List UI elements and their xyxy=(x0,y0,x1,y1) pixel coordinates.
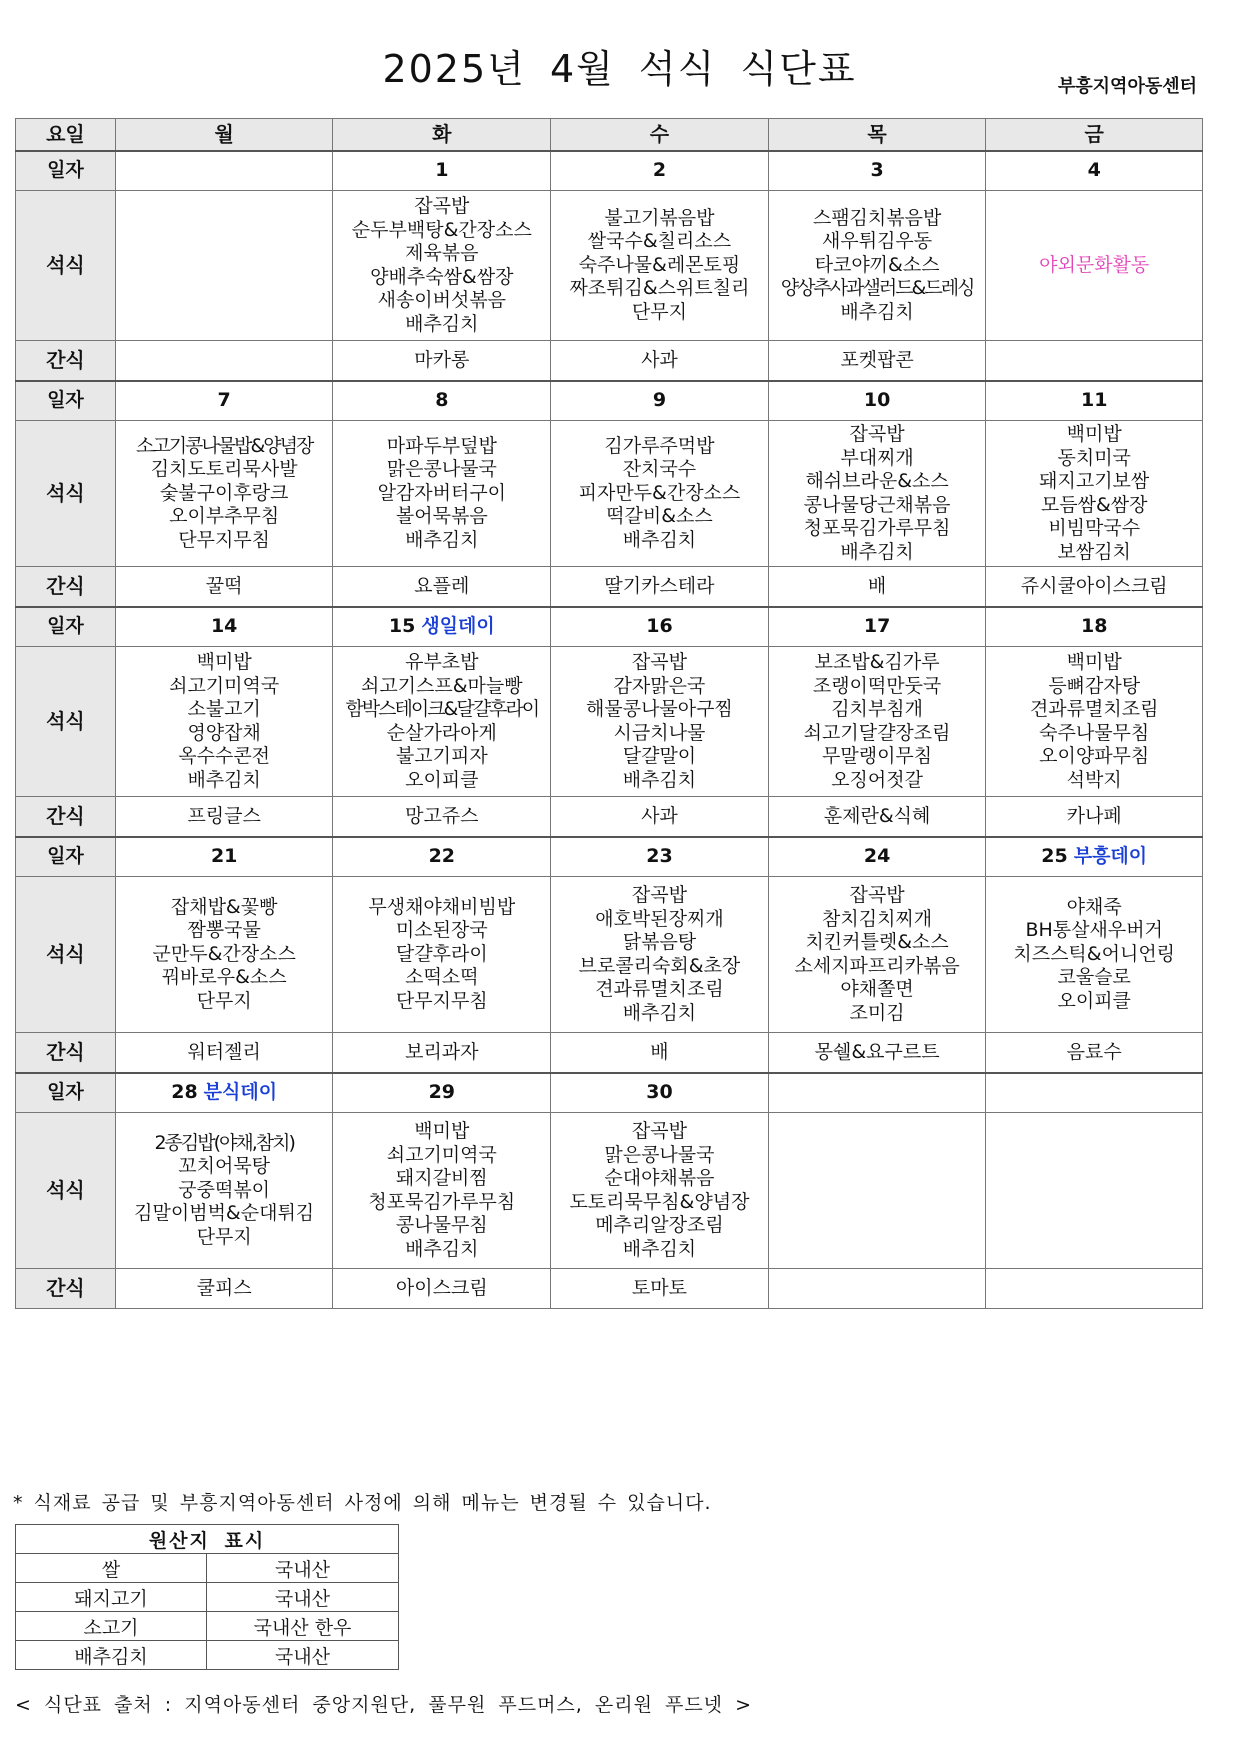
menu-item: 치킨커틀렛&소스 xyxy=(805,931,949,953)
meal-row xyxy=(16,877,1203,1033)
menu-item: 소떡소떡 xyxy=(405,966,479,989)
menu-item: 단무지 xyxy=(196,1225,252,1248)
menu-item: 해쉬브라운&소스 xyxy=(805,470,949,492)
menu-item: 보조밥&김가루 xyxy=(814,651,940,673)
menu-item: 배추김치 xyxy=(840,540,914,563)
date-label: 일자 xyxy=(16,607,116,647)
menu-item: 백미밥 xyxy=(196,651,252,673)
date-cell xyxy=(333,1073,551,1113)
snack-cell: 사과 xyxy=(551,797,769,837)
meal-cell xyxy=(986,877,1203,1033)
menu-item: 애호박된장찌개 xyxy=(595,907,724,930)
meal-cell xyxy=(986,647,1203,797)
origin-country: 국내산 xyxy=(207,1583,399,1612)
menu-item: 피자만두&간장소스 xyxy=(578,481,741,504)
menu-item: 무생채야채비빔밥 xyxy=(368,895,516,918)
meal-cell xyxy=(333,191,551,341)
snack-cell: 훈제란&식혜 xyxy=(768,797,986,837)
meal-label: 석식 xyxy=(16,647,116,797)
menu-item: 김가루주먹밥 xyxy=(604,434,715,457)
snack-cell: 음료수 xyxy=(986,1033,1203,1073)
menu-item: 조랭이떡만둣국 xyxy=(812,674,942,697)
menu-item: 숙주나물무침 xyxy=(1039,721,1150,744)
date-number: 28 xyxy=(171,1081,198,1103)
center-name: 부흥지역아동센터 xyxy=(1057,76,1197,97)
meal-cell xyxy=(115,191,333,341)
menu-item: 맑은콩나물국 xyxy=(604,1143,715,1166)
menu-item: 오징어젓갈 xyxy=(831,768,923,791)
meal-row xyxy=(16,191,1203,341)
snack-cell xyxy=(768,1269,986,1309)
menu-item: 배추김치 xyxy=(622,528,697,551)
menu-item: 코울슬로 xyxy=(1057,966,1131,989)
event-badge: 분식데이 xyxy=(203,1081,278,1103)
date-cell xyxy=(986,1073,1203,1113)
date-number: 7 xyxy=(217,389,231,411)
meal-cell xyxy=(551,421,769,567)
menu-item: 잡곡밥 xyxy=(631,884,687,906)
meal-cell xyxy=(551,1113,769,1269)
meal-label: 석식 xyxy=(16,1113,116,1269)
menu-item: 떡갈비&소스 xyxy=(606,505,713,528)
menu-item: 잡곡밥 xyxy=(414,195,470,217)
menu-item: 영양잡채 xyxy=(187,721,261,744)
snack-cell: 보리과자 xyxy=(333,1033,551,1073)
meal-cell xyxy=(333,877,551,1033)
menu-item: 쌀국수&칠리소스 xyxy=(587,230,732,253)
snack-cell: 꿀떡 xyxy=(115,567,333,607)
menu-item: 닭볶음탕 xyxy=(622,931,697,953)
menu-item: 오이피클 xyxy=(405,768,479,791)
date-cell xyxy=(115,837,333,877)
origin-row xyxy=(16,1641,399,1670)
date-number: 25 xyxy=(1041,845,1068,867)
date-number: 8 xyxy=(435,389,449,411)
meal-cell xyxy=(768,647,986,797)
snack-cell xyxy=(115,341,333,381)
snack-row xyxy=(16,1269,1203,1309)
menu-item: 새송이버섯볶음 xyxy=(377,289,507,311)
snack-cell: 프링글스 xyxy=(115,797,333,837)
menu-item: 궁중떡볶이 xyxy=(178,1178,271,1201)
date-cell xyxy=(768,151,986,191)
weekday-fri: 금 xyxy=(986,119,1203,151)
meal-cell xyxy=(768,877,986,1033)
date-cell xyxy=(986,381,1203,421)
origin-title: 원산지 표시 xyxy=(16,1525,399,1554)
snack-row xyxy=(16,341,1203,381)
menu-item: 돼지갈비찜 xyxy=(395,1167,488,1189)
snack-cell: 배 xyxy=(551,1033,769,1073)
menu-item: 소고기콩나물밥&양념장 xyxy=(135,434,313,457)
menu-item: 단무지무침 xyxy=(395,989,488,1012)
menu-item: 단무지무침 xyxy=(178,528,271,551)
date-number: 11 xyxy=(1080,389,1108,411)
source-text: < 식단표 출처 : 지역아동센터 중앙지원단, 풀무원 푸드머스, 온리원 푸드넷 > xyxy=(15,1694,752,1716)
meal-row xyxy=(16,647,1203,797)
menu-item: 비빔막국수 xyxy=(1048,517,1141,539)
snack-cell xyxy=(986,341,1203,381)
menu-item: 오이부추무침 xyxy=(169,505,280,528)
menu-item: 돼지고기보쌈 xyxy=(1039,470,1150,492)
menu-item: 맑은콩나물국 xyxy=(386,458,497,481)
menu-item: 양배추숙쌈&쌈장 xyxy=(370,265,514,288)
snack-cell: 딸기카스테라 xyxy=(551,567,769,607)
snack-cell: 쿨피스 xyxy=(115,1269,333,1309)
menu-item: 짬뽕국물 xyxy=(187,919,261,942)
snack-label: 간식 xyxy=(16,1269,116,1309)
date-label: 일자 xyxy=(16,837,116,877)
menu-item: 잡곡밥 xyxy=(849,423,905,445)
date-cell xyxy=(986,151,1203,191)
menu-item: 짜조튀김&스위트칠리 xyxy=(569,277,750,300)
snack-cell: 워터젤리 xyxy=(115,1033,333,1073)
menu-item: 감자맑은국 xyxy=(613,674,706,697)
snack-cell: 배 xyxy=(768,567,986,607)
date-number: 9 xyxy=(652,389,667,411)
origin-item: 소고기 xyxy=(16,1612,207,1641)
weekday-wed: 수 xyxy=(551,119,769,151)
event-badge: 부흥데이 xyxy=(1073,845,1148,867)
menu-item: 볼어묵볶음 xyxy=(395,505,488,528)
menu-item: 배추김치 xyxy=(187,768,261,791)
date-cell xyxy=(551,837,769,877)
menu-item: 배추김치 xyxy=(405,312,479,335)
origin-row xyxy=(16,1612,399,1641)
date-cell xyxy=(986,607,1203,647)
origin-item: 돼지고기 xyxy=(16,1583,207,1612)
snack-cell: 아이스크림 xyxy=(333,1269,551,1309)
menu-item: 순두부백탕&간장소스 xyxy=(351,218,532,241)
day-label: 요일 xyxy=(16,119,116,151)
menu-item: 해물콩나물아구찜 xyxy=(586,698,733,720)
menu-item: 견과류멸치조림 xyxy=(595,978,724,1000)
meal-cell xyxy=(115,877,333,1033)
date-number: 18 xyxy=(1080,615,1108,637)
date-row xyxy=(16,381,1203,421)
date-number: 3 xyxy=(870,159,884,181)
date-label: 일자 xyxy=(16,1073,116,1113)
meal-row xyxy=(16,1113,1203,1269)
menu-item: 콩나물당근채볶음 xyxy=(803,493,951,516)
menu-item: 김말이범벅&순대튀김 xyxy=(134,1202,315,1225)
snack-label: 간식 xyxy=(16,341,116,381)
menu-item: 배추김치 xyxy=(840,300,914,323)
date-number: 22 xyxy=(428,845,456,867)
origin-row xyxy=(16,1554,399,1583)
meal-cell xyxy=(333,647,551,797)
snack-cell: 몽쉘&요구르트 xyxy=(768,1033,986,1073)
menu-item: 순살가라아게 xyxy=(386,721,497,744)
menu-item: 청포묵김가루무침 xyxy=(803,517,951,539)
menu-item: 스팸김치볶음밥 xyxy=(812,206,942,229)
menu-item: 꼬치어묵탕 xyxy=(178,1155,271,1178)
menu-item: 동치미국 xyxy=(1057,446,1131,469)
date-number: 21 xyxy=(210,845,238,867)
menu-item: 무말랭이무침 xyxy=(822,745,933,767)
snack-cell: 마카롱 xyxy=(333,341,551,381)
date-number: 29 xyxy=(428,1081,456,1103)
snack-cell: 요플레 xyxy=(333,567,551,607)
menu-item: 백미밥 xyxy=(414,1120,470,1142)
menu-item: 알감자버터구이 xyxy=(377,481,507,504)
snack-cell: 사과 xyxy=(551,341,769,381)
menu-item: 소불고기 xyxy=(187,698,261,720)
meal-label: 석식 xyxy=(16,421,116,567)
date-number: 17 xyxy=(863,615,891,637)
menu-item: 야채쫄면 xyxy=(840,978,914,1000)
meal-cell xyxy=(115,1113,333,1269)
meal-cell xyxy=(115,647,333,797)
meal-cell xyxy=(333,421,551,567)
date-number: 23 xyxy=(646,845,673,867)
menu-item: 소세지파프리카볶음 xyxy=(794,954,960,977)
menu-item: 함박스테이크&달걀후라이 xyxy=(345,698,539,720)
snack-label: 간식 xyxy=(16,567,116,607)
date-cell xyxy=(333,381,551,421)
date-cell xyxy=(551,1073,769,1113)
menu-item: 참치김치찌개 xyxy=(822,907,933,930)
date-number: 30 xyxy=(646,1081,673,1103)
menu-item: 마파두부덮밥 xyxy=(386,434,497,457)
date-cell xyxy=(551,151,769,191)
snack-cell: 토마토 xyxy=(551,1269,769,1309)
date-number: 16 xyxy=(646,615,673,637)
menu-item: 야외문화활동 xyxy=(1039,253,1150,276)
menu-item: 단무지 xyxy=(631,300,687,323)
date-cell xyxy=(115,1073,333,1113)
snack-cell: 카나페 xyxy=(986,797,1203,837)
menu-item: 메추리알장조림 xyxy=(595,1214,724,1236)
date-cell xyxy=(115,151,333,191)
menu-item: 조미김 xyxy=(849,1001,905,1024)
menu-item: 등뼈감자탕 xyxy=(1048,674,1141,697)
menu-item: 양상추사과샐러드&드레싱 xyxy=(780,277,974,300)
menu-item: 오이피클 xyxy=(1057,989,1131,1012)
menu-item: 쇠고기미역국 xyxy=(386,1143,497,1166)
menu-item: 배추김치 xyxy=(405,1237,479,1260)
snack-row xyxy=(16,1033,1203,1073)
meal-cell xyxy=(768,191,986,341)
menu-item: 오이양파무침 xyxy=(1039,745,1150,767)
date-row xyxy=(16,607,1203,647)
menu-item: 달걀말이 xyxy=(622,745,697,767)
menu-item: 석박지 xyxy=(1066,768,1122,791)
menu-item: 불고기볶음밥 xyxy=(604,206,715,229)
menu-item: 숯불구이후랑크 xyxy=(159,481,289,504)
menu-item: 군만두&간장소스 xyxy=(152,942,296,965)
date-cell xyxy=(768,607,986,647)
menu-item: 2종김밥(야채,참치) xyxy=(154,1131,294,1154)
menu-item: 김치부침개 xyxy=(831,698,923,720)
menu-item: 순대야채볶음 xyxy=(604,1167,715,1189)
menu-item: 타코야끼&소스 xyxy=(814,253,940,276)
meal-cell xyxy=(551,877,769,1033)
menu-item: 유부초밥 xyxy=(405,651,479,673)
date-number: 10 xyxy=(863,389,891,411)
menu-item: 김치도토리묵사발 xyxy=(150,458,298,481)
weekday-header-row xyxy=(16,119,1203,151)
date-number: 14 xyxy=(210,615,238,637)
origin-row xyxy=(16,1583,399,1612)
date-cell xyxy=(333,151,551,191)
weekday-tue: 화 xyxy=(333,119,551,151)
meal-cell xyxy=(768,421,986,567)
snack-cell: 포켓팝콘 xyxy=(768,341,986,381)
origin-table xyxy=(15,1524,399,1670)
menu-item: 잡곡밥 xyxy=(631,651,687,673)
origin-country: 국내산 한우 xyxy=(207,1612,399,1641)
date-row xyxy=(16,1073,1203,1113)
menu-item: BH통살새우버거 xyxy=(1025,919,1163,942)
menu-item: 견과류멸치조림 xyxy=(1029,698,1159,720)
notice-text: * 식재료 공급 및 부흥지역아동센터 사정에 의해 메뉴는 변경될 수 있습니다. xyxy=(13,1492,712,1514)
snack-row xyxy=(16,797,1203,837)
origin-country: 국내산 xyxy=(207,1641,399,1670)
date-row xyxy=(16,837,1203,877)
menu-item: 새우튀김우동 xyxy=(822,230,933,253)
date-number: 2 xyxy=(652,159,667,181)
menu-item: 모듬쌈&쌈장 xyxy=(1040,493,1148,516)
meal-label: 석식 xyxy=(16,877,116,1033)
date-number: 15 xyxy=(388,615,416,637)
meal-cell xyxy=(768,1113,986,1269)
menu-item: 배추김치 xyxy=(622,768,697,791)
snack-cell: 망고쥬스 xyxy=(333,797,551,837)
menu-item: 브로콜리숙회&초장 xyxy=(578,954,741,977)
menu-item: 숙주나물&레몬토핑 xyxy=(578,253,741,276)
menu-item: 옥수수콘전 xyxy=(178,745,271,767)
menu-item: 단무지 xyxy=(196,989,252,1012)
date-cell xyxy=(551,607,769,647)
snack-label: 간식 xyxy=(16,797,116,837)
menu-item: 백미밥 xyxy=(1066,651,1122,673)
menu-item: 잡채밥&꽃빵 xyxy=(170,895,278,918)
menu-item: 미소된장국 xyxy=(395,919,488,942)
date-cell xyxy=(768,837,986,877)
menu-item: 쇠고기스프&마늘빵 xyxy=(360,674,523,697)
menu-item: 배추김치 xyxy=(622,1237,697,1260)
menu-table xyxy=(15,118,1203,1309)
meal-cell xyxy=(115,421,333,567)
menu-item: 보쌈김치 xyxy=(1057,540,1131,563)
menu-item: 달걀후라이 xyxy=(395,942,488,965)
date-number: 4 xyxy=(1087,159,1101,181)
date-label: 일자 xyxy=(16,151,116,191)
menu-item: 잡곡밥 xyxy=(849,884,905,906)
menu-item: 배추김치 xyxy=(405,528,479,551)
meal-cell xyxy=(986,1113,1203,1269)
weekday-thu: 목 xyxy=(768,119,986,151)
menu-item: 배추김치 xyxy=(622,1001,697,1024)
menu-item: 불고기피자 xyxy=(395,745,488,767)
date-cell xyxy=(333,607,551,647)
event-badge: 생일데이 xyxy=(421,615,495,637)
date-row xyxy=(16,151,1203,191)
origin-country: 국내산 xyxy=(207,1554,399,1583)
date-cell xyxy=(768,381,986,421)
meal-cell xyxy=(986,191,1203,341)
meal-cell xyxy=(551,191,769,341)
date-number: 24 xyxy=(863,845,891,867)
date-cell xyxy=(551,381,769,421)
date-number: 1 xyxy=(435,159,449,181)
snack-cell: 쥬시쿨아이스크림 xyxy=(986,567,1203,607)
weekday-mon: 월 xyxy=(115,119,333,151)
date-label: 일자 xyxy=(16,381,116,421)
date-cell xyxy=(768,1073,986,1113)
snack-label: 간식 xyxy=(16,1033,116,1073)
menu-item: 치즈스틱&어니언링 xyxy=(1013,942,1176,965)
date-cell xyxy=(986,837,1203,877)
menu-item: 시금치나물 xyxy=(613,721,706,744)
menu-item: 꿔바로우&소스 xyxy=(161,966,287,989)
date-cell xyxy=(115,607,333,647)
menu-item: 청포묵김가루무침 xyxy=(368,1190,516,1213)
meal-label: 석식 xyxy=(16,191,116,341)
meal-cell xyxy=(551,647,769,797)
menu-item: 백미밥 xyxy=(1066,423,1122,445)
menu-item: 잔치국수 xyxy=(622,458,697,481)
snack-cell xyxy=(986,1269,1203,1309)
menu-item: 콩나물무침 xyxy=(395,1214,488,1236)
date-cell xyxy=(333,837,551,877)
menu-item: 제육볶음 xyxy=(405,242,479,264)
meal-cell xyxy=(333,1113,551,1269)
snack-row xyxy=(16,567,1203,607)
meal-cell xyxy=(986,421,1203,567)
menu-item: 도토리묵무침&양념장 xyxy=(569,1190,750,1213)
meal-row xyxy=(16,421,1203,567)
origin-item: 쌀 xyxy=(16,1554,207,1583)
menu-item: 야채죽 xyxy=(1066,895,1122,918)
menu-item: 잡곡밥 xyxy=(631,1120,687,1142)
origin-item: 배추김치 xyxy=(16,1641,207,1670)
menu-item: 쇠고기달걀장조림 xyxy=(803,721,951,744)
date-cell xyxy=(115,381,333,421)
page-title: 2025년 4월 석식 식단표 xyxy=(382,47,857,91)
menu-item: 부대찌개 xyxy=(840,446,914,469)
menu-item: 쇠고기미역국 xyxy=(169,674,280,697)
